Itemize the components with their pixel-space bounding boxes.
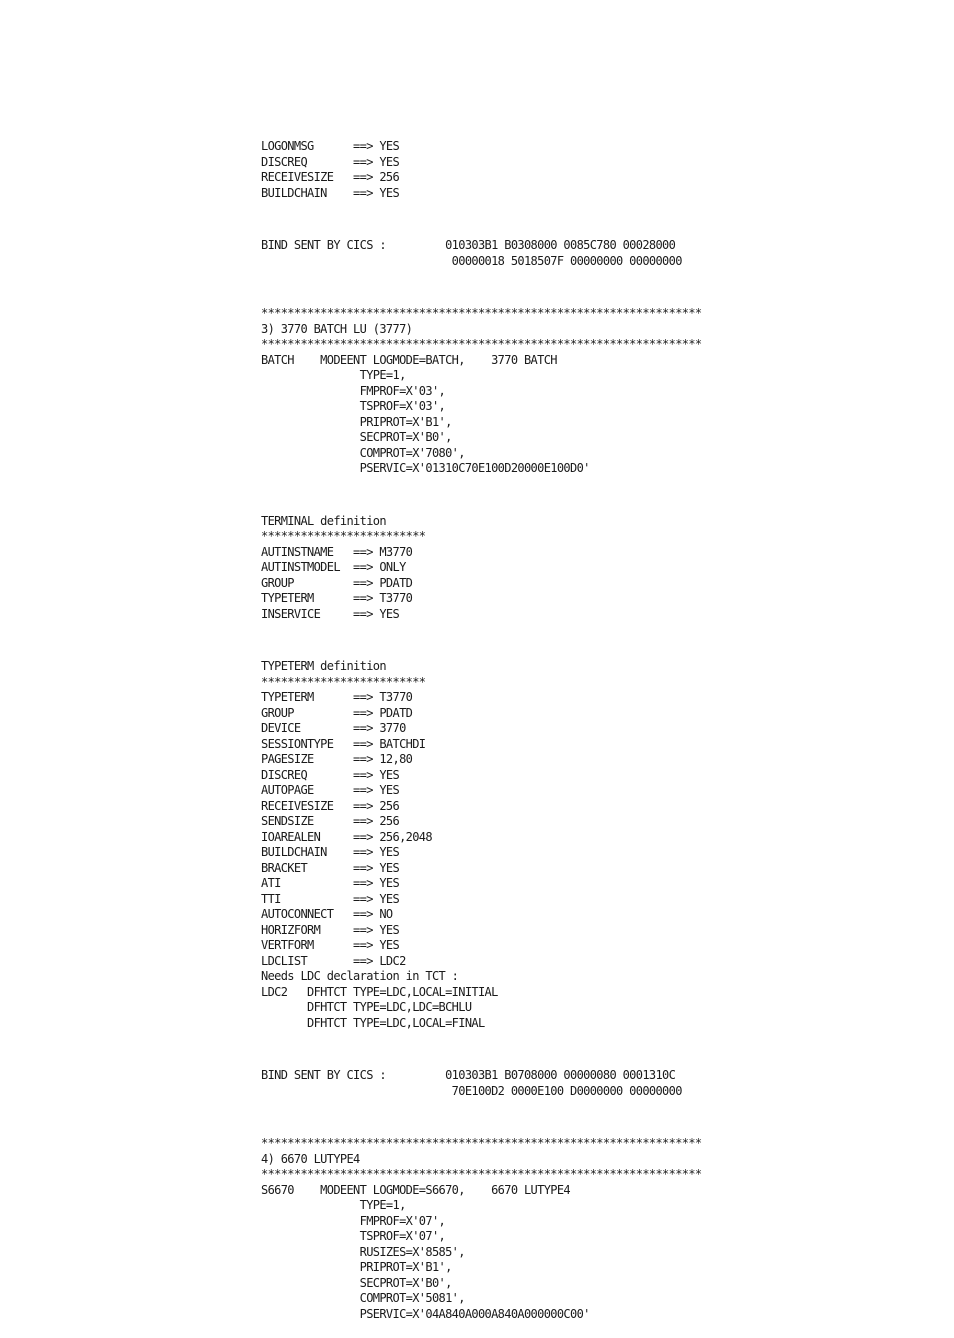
typeterm-definition-block: TYPETERM definition ************************* TYPETERM ==> T3770 GROUP ==> PDATD DEVICE ==> 3770 SESSIONTYPE ==> BATCHDI PAGESIZE ==> 12,80 DISCREQ ==> YES AUTOPAGE ==> YES RECEIVESIZE ==> 256 SENDSIZE ==> 256 IOAREALEN ==> 256,2048 BUILDCHAIN ==> YES BRACKET ==> YES ATI ==> YES TTI ==> YES AUTOCONNECT ==> NO HORIZFORM ==> YES VERTFORM ==> YES LDCLIST ==> LDC2 Needs LDC declaration in TCT : LDC2 DFHTCT TYPE=LDC,LOCAL=INITIAL DFHTCT TYPE=LDC,LDC=BCHLU DFHTCT TYPE=LDC,LOCAL=FINAL xyxy=(261,659,498,1030)
section-3770-batch-lu: ******************************************************************* 3) 3770 BATCH LU (3777) ******************************************************************* BATCH MODEENT LOGMODE=BATCH, 3770 BATCH TYPE=1, FMPROF=X'03', TSPROF=X'03', PRIPROT=X'B1', SECPROT=X'B0', COMPROT=X'7080', PSERVIC=X'01310C70E100D20000E100D0' xyxy=(261,306,702,475)
buildchain-options-block: LOGONMSG ==> YES DISCREQ ==> YES RECEIVESIZE ==> 256 BUILDCHAIN ==> YES xyxy=(261,139,400,200)
bind-sent-block-2: BIND SENT BY CICS : 010303B1 B0708000 00000080 0001310C 70E100D2 0000E100 D0000000 00000000 xyxy=(261,1068,682,1098)
terminal-definition-block: TERMINAL definition ************************* AUTINSTNAME ==> M3770 AUTINSTMODEL ==> ONLY GROUP ==> PDATD TYPETERM ==> T3770 INSERVICE ==> YES xyxy=(261,513,426,621)
section-6670-lutype4: ******************************************************************* 4) 6670 LUTYPE4 ******************************************************************* S6670 MODEENT LOGMODE=S6670, 6670 LUTYPE4 TYPE=1, FMPROF=X'07', TSPROF=X'07', RUSIZES=X'8585', PRIPROT=X'B1', SECPROT=X'B0', COMPROT=X'5081', PSERVIC=X'04A840A000A840A000000C00' xyxy=(261,1136,702,1321)
document-page xyxy=(261,108,941,1338)
bind-sent-block-1: BIND SENT BY CICS : 010303B1 B0308000 0085C780 00028000 00000018 5018507F 00000000 00000000 xyxy=(261,238,682,268)
